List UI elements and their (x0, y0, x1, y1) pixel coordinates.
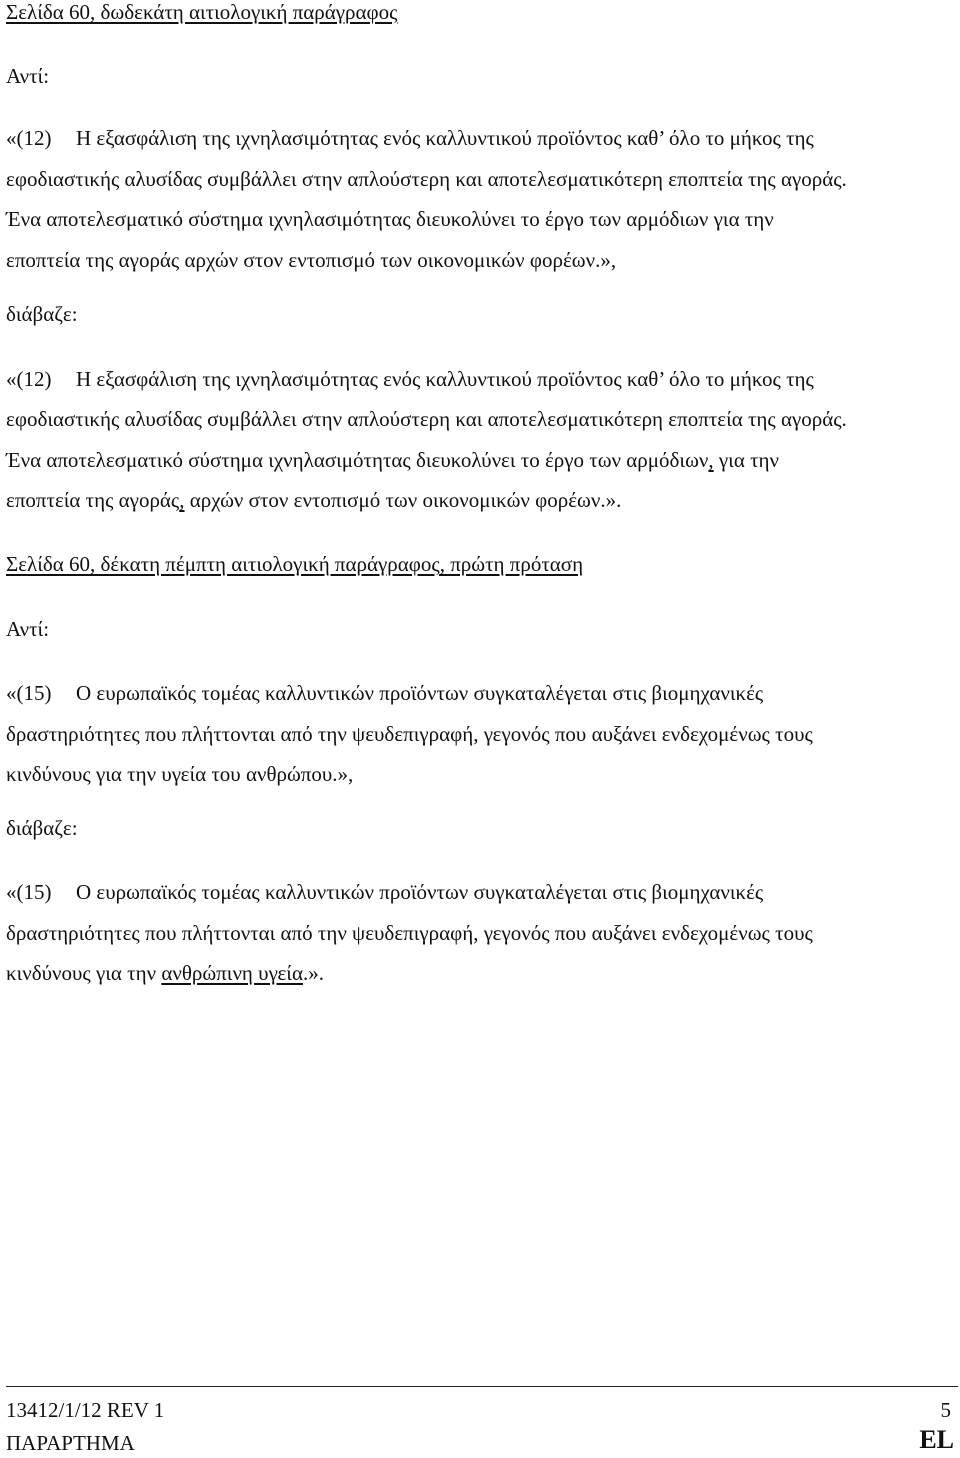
section-1-original-line-4: εποπτεία της αγοράς αρχών στον εντοπισμό των οικονομικών φορέων.», (6, 248, 617, 272)
section-1-corrected-line-4 (6, 480, 956, 521)
inserted-phrase: ανθρώπινη υγεία (161, 961, 303, 985)
inserted-comma: , (708, 448, 714, 472)
section-1-corrected-line-1 (6, 359, 956, 400)
recital-number: «(12) (6, 126, 52, 150)
annex-label: ΠΑΡΑΡΤΗΜΑ (6, 1431, 135, 1455)
section-1-read-label: διάβαζε: (6, 302, 78, 326)
section-2-read-label: διάβαζε: (6, 816, 78, 840)
corrected-text: Η εξασφάλιση της ιχνηλασιμότητας ενός καλλυντικού προϊόντος καθ’ όλο το μήκος της (76, 367, 814, 391)
corrected-text: κινδύνους για την (6, 961, 162, 985)
corrected-text: .». (302, 961, 324, 985)
original-text: Ο ευρωπαϊκός τομέας καλλυντικών προϊόντων συγκαταλέγεται στις βιομηχανικές (76, 681, 764, 705)
section-1-corrected-line-3 (6, 440, 956, 481)
recital-number: «(15) (6, 880, 52, 904)
section-2-corrected-line-2: δραστηριότητες που πλήττονται από την ψευδεπιγραφή, γεγονός που αυξάνει ενδεχομένως τους (6, 921, 813, 945)
section-2-corrected-line-1 (6, 872, 956, 913)
section-2-original-line-3: κινδύνους για την υγεία του ανθρώπου.», (6, 762, 354, 786)
section-1-instead-label: Αντί: (6, 64, 50, 88)
section-1-heading: Σελίδα 60, δωδεκάτη αιτιολογική παράγραφος (6, 0, 398, 24)
document-code: 13412/1/12 REV 1 (6, 1398, 165, 1422)
footer-divider (6, 1386, 958, 1387)
inserted-comma: , (179, 488, 185, 512)
section-1-original-line-3: Ένα αποτελεσματικό σύστημα ιχνηλασιμότητας διευκολύνει το έργο των αρμόδιων για την (6, 207, 774, 231)
corrected-text: για την (713, 448, 780, 472)
section-2-corrected-line-3 (6, 953, 956, 994)
section-2-instead-label: Αντί: (6, 617, 50, 641)
corrected-text: εποπτεία της αγοράς (6, 488, 180, 512)
language-code: EL (919, 1425, 954, 1454)
section-2-heading: Σελίδα 60, δέκατη πέμπτη αιτιολογική παράγραφος, πρώτη πρόταση (6, 552, 584, 576)
corrected-text: Ένα αποτελεσματικό σύστημα ιχνηλασιμότητας διευκολύνει το έργο των αρμόδιων (6, 448, 709, 472)
section-2-original-line-2: δραστηριότητες που πλήττονται από την ψευδεπιγραφή, γεγονός που αυξάνει ενδεχομένως τους (6, 722, 813, 746)
corrected-text: Ο ευρωπαϊκός τομέας καλλυντικών προϊόντων συγκαταλέγεται στις βιομηχανικές (76, 880, 764, 904)
recital-number: «(15) (6, 681, 52, 705)
section-1-original-line-2: εφοδιαστικής αλυσίδας συμβάλλει στην απλούστερη και αποτελεσματικότερη εποπτεία της αγοράς. (6, 167, 847, 191)
section-2-original-line-1 (6, 673, 956, 714)
section-1-corrected-line-2: εφοδιαστικής αλυσίδας συμβάλλει στην απλούστερη και αποτελεσματικότερη εποπτεία της αγοράς. (6, 407, 847, 431)
recital-number: «(12) (6, 367, 52, 391)
corrected-text: αρχών στον εντοπισμό των οικονομικών φορέων.». (184, 488, 622, 512)
page-number: 5 (940, 1398, 951, 1422)
section-1-original-line-1 (6, 118, 956, 159)
original-text: Η εξασφάλιση της ιχνηλασιμότητας ενός καλλυντικού προϊόντος καθ’ όλο το μήκος της (76, 126, 814, 150)
